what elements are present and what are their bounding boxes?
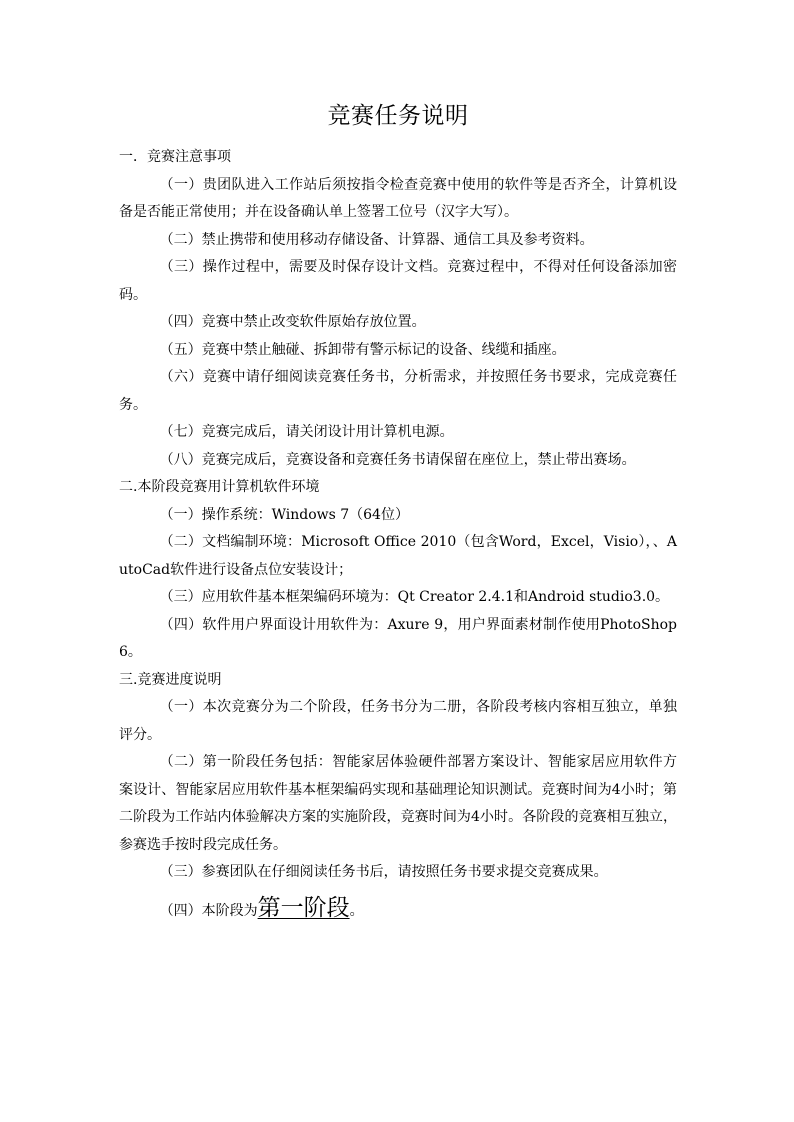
section-precautions bbox=[119, 144, 677, 474]
final-paragraph bbox=[119, 891, 677, 928]
document-page bbox=[119, 96, 677, 942]
document-title: 竞赛任务说明 bbox=[327, 103, 469, 129]
paragraph: （四）竞赛中禁止改变软件原始存放位置。 bbox=[159, 314, 426, 330]
stage-emphasis: 第一阶段 bbox=[257, 894, 350, 921]
paragraph: （七）竞赛完成后，请关闭设计用计算机电源。 bbox=[159, 424, 454, 440]
section-heading: 二.本阶段竞赛用计算机软件环境 bbox=[119, 479, 320, 495]
paragraph: （六）竞赛中请仔细阅读竞赛任务书，分析需求，并按照任务书要求，完成竞赛任务。 bbox=[119, 369, 677, 413]
paragraph: （四）软件用户界面设计用软件为：Axure 9，用户界面素材制作使用PhotoShop 6。 bbox=[119, 616, 677, 660]
section-software-environment bbox=[119, 474, 677, 667]
paragraph: （三）应用软件基本框架编码环境为：Qt Creator 2.4.1和Android studio3.0。 bbox=[159, 589, 670, 605]
final-suffix: 。 bbox=[349, 902, 364, 919]
paragraph: （五）竞赛中禁止触碰、拆卸带有警示标记的设备、线缆和插座。 bbox=[159, 341, 566, 358]
section-heading: 三.竞赛进度说明 bbox=[119, 671, 222, 688]
section-heading: 一．竞赛注意事项 bbox=[119, 149, 231, 165]
paragraph: （一）本次竞赛分为二个阶段，任务书分为二册，各阶段考核内容相互独立，单独评分。 bbox=[119, 699, 677, 743]
paragraph: （二）文档编制环境：Microsoft Office 2010（包含Word，Excel，Visio），、AutoCad软件进行设备点位安装设计； bbox=[119, 534, 677, 578]
section-schedule bbox=[119, 667, 677, 928]
final-prefix: （四）本阶段为 bbox=[159, 902, 258, 919]
paragraph: （一）贵团队进入工作站后须按指令检查竞赛中使用的软件等是否齐全，计算机设备是否能正常使用；并在设备确认单上签署工位号（汉字大写）。 bbox=[119, 176, 677, 220]
paragraph: （二）禁止携带和使用移动存储设备、计算器、通信工具及参考资料。 bbox=[159, 231, 594, 248]
paragraph: （三）参赛团队在仔细阅读任务书后，请按照任务书要求提交竞赛成果。 bbox=[159, 864, 608, 880]
paragraph: （八）竞赛完成后，竞赛设备和竞赛任务书请保留在座位上，禁止带出赛场。 bbox=[159, 451, 636, 468]
paragraph: （二）第一阶段任务包括：智能家居体验硬件部署方案设计、智能家居应用软件方案设计、智能家居应用软件基本框架编码实现和基础理论知识测试。竞赛时间为4小时；第二阶段为工作站内体验解决方案的实施阶段，竞赛时间为4小时。各阶段的竞赛相互独立，参赛选手按时段完成任务。 bbox=[119, 754, 677, 853]
paragraph: （一）操作系统：Windows 7（64位） bbox=[159, 506, 409, 523]
paragraph: （三）操作过程中，需要及时保存设计文档。竞赛过程中，不得对任何设备添加密码。 bbox=[119, 259, 677, 303]
